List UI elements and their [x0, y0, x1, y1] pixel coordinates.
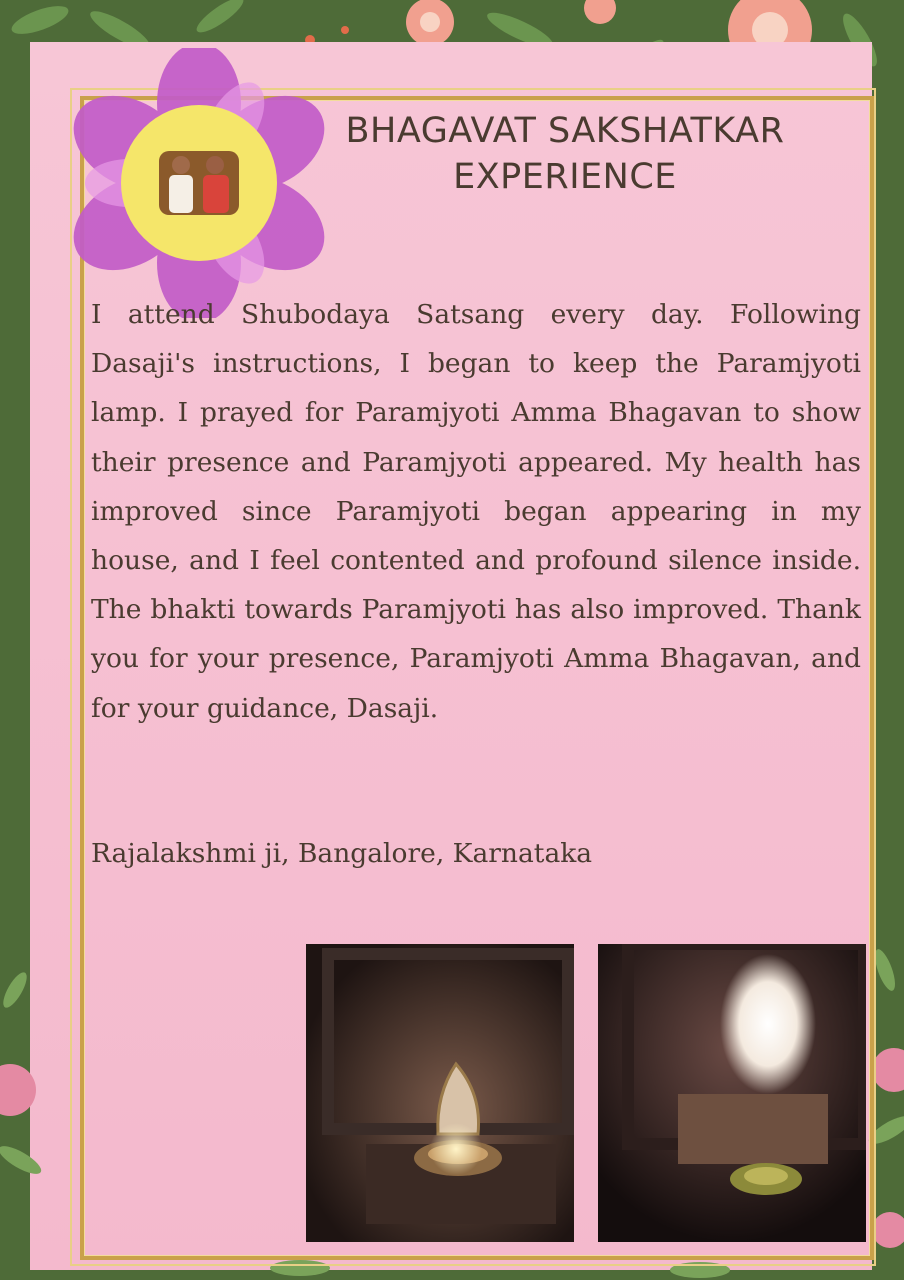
flower-emblem-icon [64, 48, 334, 318]
experience-text: I attend Shubodaya Satsang every day. Following Dasaji's instructions, I began to keep the Paramjyoti lamp. I prayed for Paramjyoti Amma Bhagavan to show their presence and Paramjyoti appeared. My health has improved since Paramjyoti began appearing in my house, and I feel contented and profound silence inside. The bhakti towards Paramjyoti has also improved. Thank you for your presence, Paramjyoti Amma Bhagavan, and for your guidance, Dasaji. [91, 299, 861, 724]
author-signature: Rajalakshmi ji, Bangalore, Karnataka [91, 838, 593, 869]
title-line-2: EXPERIENCE [453, 157, 677, 197]
glowing-flame-photo [598, 944, 866, 1242]
oil-lamp-photo [306, 944, 574, 1242]
title-line-1: BHAGAVAT SAKSHATKAR [345, 111, 785, 151]
page-title [305, 108, 825, 200]
